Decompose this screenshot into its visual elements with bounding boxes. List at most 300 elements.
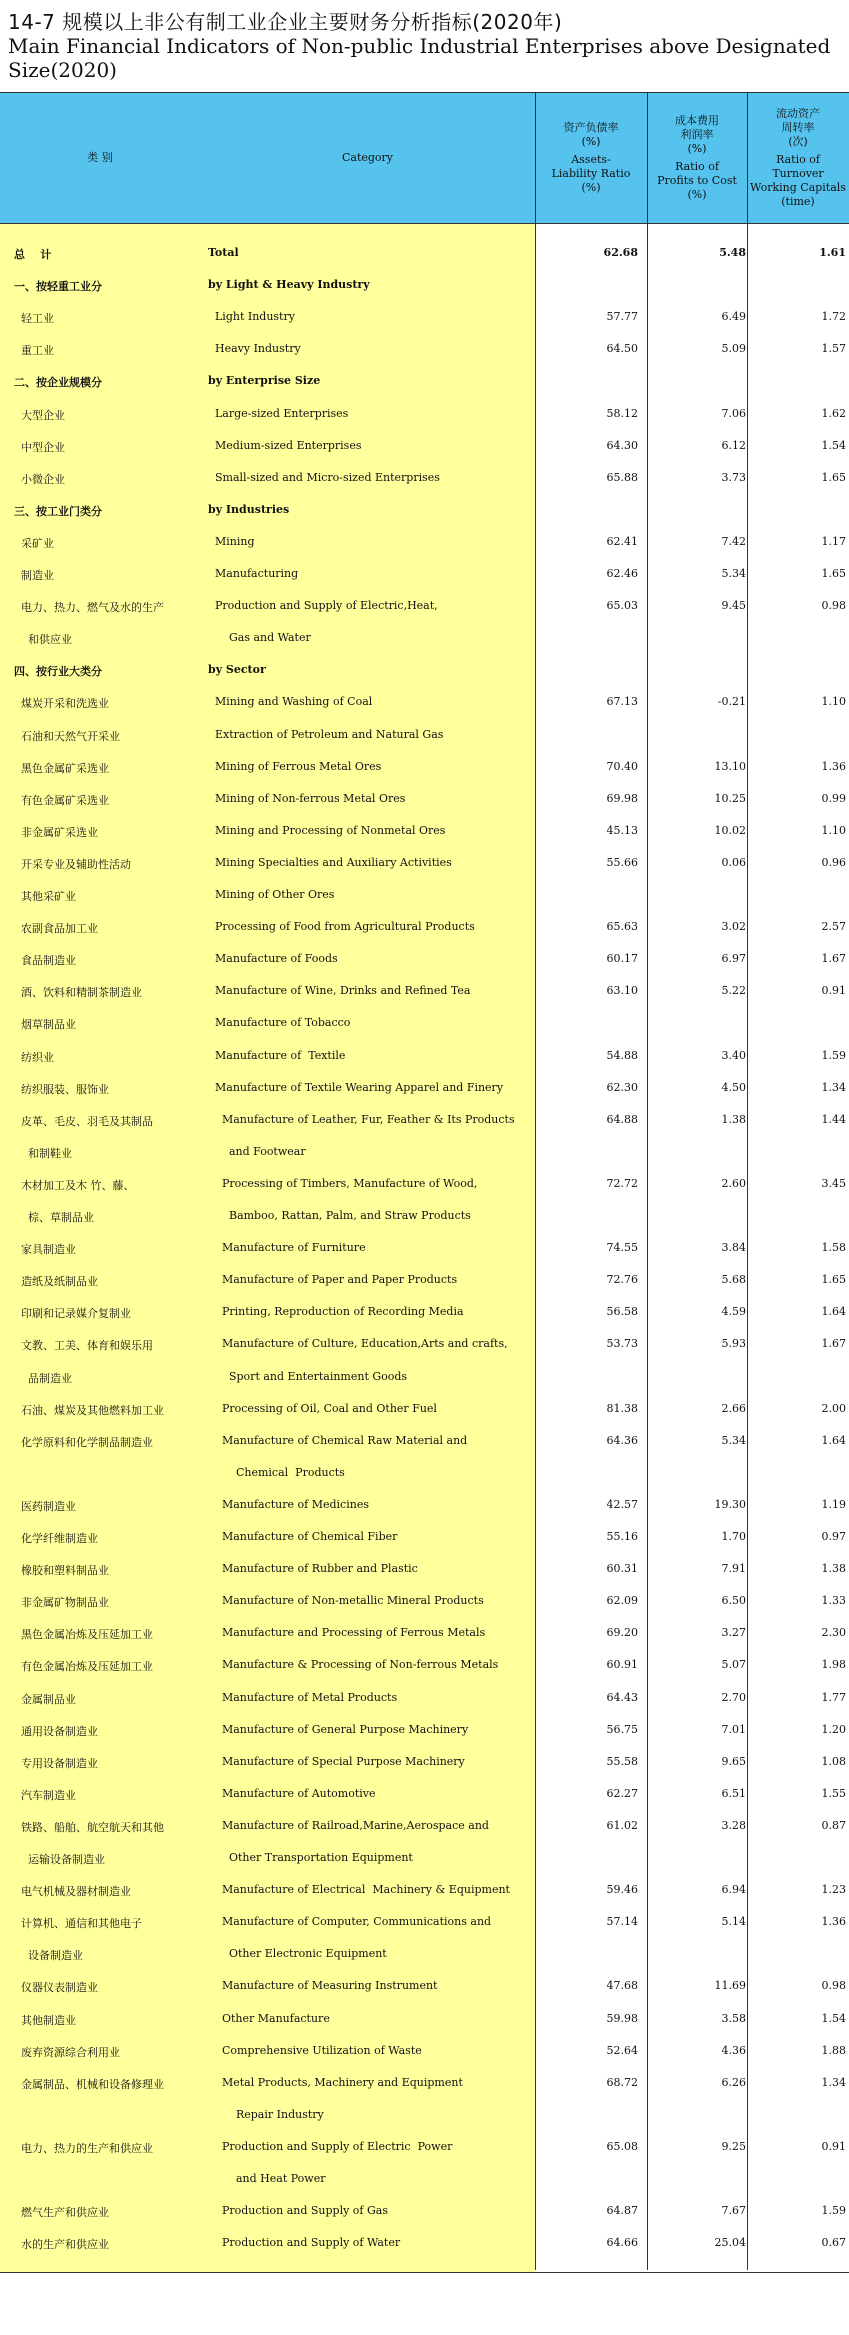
profit-cost-value: 19.30 (714, 1497, 746, 1511)
row-label-en: and Heat Power (208, 2172, 326, 2185)
row-label-zh: 仪器仪表制造业 (14, 1981, 98, 1995)
assets-liability-value: 64.36 (606, 1433, 638, 1447)
table-row (0, 1618, 849, 1650)
profit-cost-value: 25.04 (714, 2236, 746, 2250)
row-label-zh: 一、按轻重工业分 (14, 280, 102, 294)
table-row (0, 302, 849, 334)
row-label-en: Manufacture of Electrical Machinery & Equipment (208, 1883, 510, 1897)
row-label-zh: 燃气生产和供应业 (14, 2206, 109, 2220)
table-title-en: Main Financial Indicators of Non-public Industrial Enterprises above Designated Size(2020) (8, 34, 831, 82)
profit-cost-value: 5.09 (721, 342, 746, 356)
table-title-zh: 14-7 规模以上非公有制工业企业主要财务分析指标(2020年) (8, 10, 563, 34)
assets-liability-value: 55.66 (606, 855, 638, 869)
row-label-zh: 三、按工业门类分 (14, 504, 102, 518)
row-label-zh: 化学原料和化学制品制造业 (14, 1435, 153, 1449)
header-col5-zh: 流动资产 周转率 (次) (776, 107, 820, 148)
row-label-zh: 化学纤维制造业 (14, 1532, 98, 1545)
profit-cost-value: 2.60 (721, 1176, 746, 1190)
row-label-en: Total (208, 246, 239, 259)
profit-cost-value: 6.97 (721, 952, 746, 966)
row-label-zh: 食品制造业 (14, 954, 76, 968)
profit-cost-value: 3.58 (721, 2011, 746, 2025)
turnover-value: 1.34 (821, 1080, 846, 1094)
row-label-en: Manufacture of Chemical Fiber (208, 1530, 398, 1543)
row-label-zh: 皮革、毛皮、羽毛及其制品 (14, 1114, 153, 1128)
header-category-zh: 类 别 (87, 151, 113, 164)
assets-liability-value: 65.88 (606, 470, 638, 484)
financial-indicators-table (0, 92, 849, 2272)
table-row (0, 623, 849, 655)
table-row (0, 1265, 849, 1297)
table-row (0, 2100, 849, 2132)
turnover-value: 1.59 (821, 2204, 846, 2218)
table-row (0, 238, 849, 270)
profit-cost-value: 7.01 (721, 1722, 746, 1736)
header-col3-en: Assets- Liability Ratio (%) (551, 153, 631, 194)
profit-cost-value: 6.51 (721, 1786, 746, 1800)
turnover-value: 1.59 (821, 1048, 846, 1062)
row-label-en: Mining of Non-ferrous Metal Ores (208, 791, 406, 805)
profit-cost-value: -0.21 (717, 695, 746, 709)
profit-cost-value: 3.27 (721, 1626, 746, 1640)
assets-liability-value: 64.66 (606, 2236, 638, 2250)
row-label-zh: 纺织服装、服饰业 (14, 1082, 109, 1096)
table-row (0, 1073, 849, 1105)
assets-liability-value: 62.30 (606, 1080, 638, 1094)
table-row (0, 687, 849, 719)
turnover-value: 1.67 (821, 952, 846, 966)
turnover-value: 1.65 (821, 470, 846, 484)
table-row (0, 1233, 849, 1265)
row-label-zh: 品制造业 (14, 1371, 72, 1385)
row-label-en: Manufacture of Wine, Drinks and Refined Tea (208, 984, 471, 998)
row-label-en: Metal Products, Machinery and Equipment (208, 2075, 463, 2089)
table-row (0, 1554, 849, 1586)
assets-liability-value: 72.76 (606, 1273, 638, 1287)
assets-liability-value: 64.87 (606, 2204, 638, 2218)
table-row (0, 591, 849, 623)
row-label-en: Processing of Oil, Coal and Other Fuel (208, 1401, 437, 1415)
table-row (0, 880, 849, 912)
row-label-en: Production and Supply of Water (208, 2236, 401, 2250)
profit-cost-value: 4.59 (721, 1305, 746, 1319)
assets-liability-value: 59.46 (606, 1883, 638, 1897)
row-label-zh: 非金属矿采选业 (14, 825, 98, 839)
assets-liability-value: 62.68 (603, 246, 638, 259)
turnover-value: 1.34 (821, 2075, 846, 2089)
row-label-en: Medium-sized Enterprises (208, 438, 362, 452)
row-label-en: Chemical Products (208, 1465, 345, 1479)
profit-cost-value: 5.34 (721, 567, 746, 580)
turnover-value: 2.00 (821, 1401, 846, 1415)
table-row (0, 366, 849, 398)
assets-liability-value: 56.75 (606, 1722, 638, 1736)
header-turnover (747, 93, 849, 223)
row-label-zh: 木材加工及木 竹、藤、 (14, 1178, 135, 1192)
turnover-value: 0.99 (821, 791, 846, 805)
table-row (0, 2196, 849, 2228)
table-row (0, 912, 849, 944)
turnover-value: 3.45 (821, 1176, 846, 1190)
header-col3-zh: 资产负债率 (%) (563, 121, 619, 148)
assets-liability-value: 61.02 (606, 1818, 638, 1832)
assets-liability-value: 68.72 (606, 2075, 638, 2089)
table-row (0, 1843, 849, 1875)
turnover-value: 2.30 (821, 1626, 846, 1640)
assets-liability-value: 81.38 (606, 1401, 638, 1415)
assets-liability-value: 55.58 (606, 1754, 638, 1768)
table-row (0, 1169, 849, 1201)
row-label-zh: 造纸及纸制品业 (14, 1275, 98, 1289)
table-row (0, 1394, 849, 1426)
row-label-en: Manufacturing (208, 567, 299, 580)
row-label-en: Manufacture of Culture, Education,Arts and crafts, (208, 1337, 508, 1351)
table-row (0, 1811, 849, 1843)
row-label-en: Repair Industry (208, 2107, 324, 2121)
row-label-zh: 汽车制造业 (14, 1788, 76, 1802)
row-label-en: Manufacture and Processing of Ferrous Metals (208, 1626, 486, 1640)
table-bottom-border (0, 2272, 849, 2273)
table-row (0, 1971, 849, 2003)
profit-cost-value: 10.02 (714, 823, 746, 837)
assets-liability-value: 59.98 (606, 2011, 638, 2025)
turnover-value: 1.23 (821, 1883, 846, 1897)
table-row (0, 1201, 849, 1233)
table-row (0, 527, 849, 559)
assets-liability-value: 74.55 (606, 1241, 638, 1255)
row-label-zh: 和制鞋业 (14, 1146, 72, 1160)
row-label-zh: 四、按行业大类分 (14, 665, 102, 679)
profit-cost-value: 3.40 (721, 1048, 746, 1062)
assets-liability-value: 65.08 (606, 2139, 638, 2153)
turnover-value: 1.64 (821, 1433, 846, 1447)
profit-cost-value: 6.94 (721, 1883, 746, 1897)
turnover-value: 1.67 (821, 1337, 846, 1351)
row-label-zh: 轻工业 (14, 312, 54, 326)
profit-cost-value: 13.10 (714, 759, 746, 773)
row-label-en: Mining of Other Ores (208, 888, 335, 901)
table-row (0, 495, 849, 527)
row-label-zh: 铁路、船舶、航空航天和其他 (14, 1820, 164, 1834)
row-label-en: Processing of Timbers, Manufacture of Wood, (208, 1176, 478, 1190)
row-label-zh: 印刷和记录媒介复制业 (14, 1307, 131, 1321)
profit-cost-value: 6.49 (721, 310, 746, 324)
assets-liability-value: 70.40 (606, 759, 638, 773)
row-label-en: Manufacture of Non-metallic Mineral Products (208, 1594, 484, 1608)
row-label-zh: 黑色金属矿采选业 (14, 761, 109, 775)
row-label-en: Mining (208, 534, 255, 548)
table-row (0, 1041, 849, 1073)
turnover-value: 1.10 (821, 823, 846, 837)
table-header (0, 92, 849, 224)
profit-cost-value: 6.50 (721, 1594, 746, 1608)
assets-liability-value: 58.12 (606, 406, 638, 420)
table-row (0, 1297, 849, 1329)
turnover-value: 1.64 (821, 1305, 846, 1319)
row-label-zh: 重工业 (14, 344, 54, 358)
row-label-en: by Light & Heavy Industry (208, 278, 370, 292)
header-col4-zh: 成本费用 利润率 (%) (675, 114, 719, 155)
profit-cost-value: 10.25 (714, 791, 746, 805)
header-category-en: Category (341, 151, 394, 164)
table-row (0, 334, 849, 366)
assets-liability-value: 42.57 (606, 1497, 638, 1511)
turnover-value: 1.98 (821, 1658, 846, 1672)
table-row (0, 1715, 849, 1747)
assets-liability-value: 69.20 (606, 1626, 638, 1640)
header-profit-cost (647, 93, 747, 223)
row-label-en: Mining and Processing of Nonmetal Ores (208, 823, 446, 837)
table-row (0, 2036, 849, 2068)
row-label-zh: 开采专业及辅助性活动 (14, 857, 131, 871)
row-label-zh: 黑色金属冶炼及压延加工业 (14, 1628, 153, 1642)
table-row (0, 1875, 849, 1907)
assets-liability-value: 62.46 (606, 567, 638, 580)
row-label-zh: 家具制造业 (14, 1243, 76, 1257)
turnover-value: 0.97 (821, 1530, 846, 1543)
row-label-en: Extraction of Petroleum and Natural Gas (208, 727, 444, 741)
assets-liability-value: 62.27 (606, 1786, 638, 1800)
profit-cost-value: 5.14 (721, 1915, 746, 1929)
table-row (0, 1779, 849, 1811)
row-label-en: Other Electronic Equipment (208, 1947, 387, 1961)
row-label-zh: 有色金属矿采选业 (14, 793, 109, 807)
table-row (0, 2004, 849, 2036)
row-label-en: Comprehensive Utilization of Waste (208, 2043, 422, 2057)
row-label-zh: 和供应业 (14, 633, 72, 647)
assets-liability-value: 67.13 (606, 695, 638, 709)
table-body (0, 224, 849, 2272)
row-label-zh: 电力、热力的生产和供应业 (14, 2141, 153, 2155)
profit-cost-value: 5.34 (721, 1433, 746, 1447)
turnover-value: 1.36 (821, 1915, 846, 1929)
row-label-zh: 总 计 (14, 248, 52, 261)
table-row (0, 1490, 849, 1522)
row-label-zh: 通用设备制造业 (14, 1724, 98, 1738)
turnover-value: 1.08 (821, 1754, 846, 1768)
profit-cost-value: 7.06 (721, 406, 746, 420)
table-row (0, 2068, 849, 2100)
assets-liability-value: 65.63 (606, 920, 638, 934)
row-label-en: by Sector (208, 663, 266, 677)
table-row (0, 1939, 849, 1971)
row-label-en: Manufacture of General Purpose Machinery (208, 1722, 469, 1736)
header-col4-en: Ratio of Profits to Cost (%) (657, 160, 737, 201)
table-row (0, 1586, 849, 1618)
assets-liability-value: 63.10 (606, 984, 638, 998)
profit-cost-value: 6.12 (721, 438, 746, 452)
turnover-value: 1.54 (821, 2011, 846, 2025)
row-label-en: Manufacture of Special Purpose Machinery (208, 1754, 465, 1768)
table-row (0, 752, 849, 784)
table-row (0, 1522, 849, 1554)
row-label-en: Other Transportation Equipment (208, 1851, 413, 1864)
row-label-en: Manufacture of Automotive (208, 1786, 376, 1800)
row-label-en: Manufacture of Metal Products (208, 1690, 398, 1704)
row-label-zh: 石油、煤炭及其他燃料加工业 (14, 1403, 164, 1417)
table-row (0, 559, 849, 591)
turnover-value: 1.33 (821, 1594, 846, 1608)
profit-cost-value: 2.70 (721, 1690, 746, 1704)
profit-cost-value: 3.73 (721, 470, 746, 484)
row-label-en: Mining of Ferrous Metal Ores (208, 759, 382, 773)
profit-cost-value: 5.48 (719, 246, 746, 259)
turnover-value: 2.57 (821, 920, 846, 934)
row-label-zh: 有色金属冶炼及压延加工业 (14, 1660, 153, 1674)
profit-cost-value: 11.69 (714, 1979, 746, 1993)
row-label-en: Manufacture of Rubber and Plastic (208, 1562, 418, 1576)
table-row (0, 1426, 849, 1458)
assets-liability-value: 62.41 (606, 534, 638, 548)
row-label-zh: 棕、草制品业 (14, 1211, 94, 1224)
row-label-zh: 非金属矿物制品业 (14, 1596, 109, 1610)
turnover-value: 0.96 (821, 855, 846, 869)
assets-liability-value: 54.88 (606, 1048, 638, 1062)
row-label-zh: 运输设备制造业 (14, 1853, 105, 1866)
row-label-en: Bamboo, Rattan, Palm, and Straw Products (208, 1209, 471, 1222)
profit-cost-value: 2.66 (721, 1401, 746, 1415)
profit-cost-value: 1.38 (721, 1112, 746, 1126)
row-label-zh: 酒、饮料和精制茶制造业 (14, 986, 142, 1000)
assets-liability-value: 57.77 (606, 310, 638, 324)
row-label-en: Small-sized and Micro-sized Enterprises (208, 470, 440, 484)
row-label-en: Manufacture of Chemical Raw Material and (208, 1433, 468, 1447)
assets-liability-value: 60.17 (606, 952, 638, 966)
header-assets-liability (535, 93, 647, 223)
column-divider (747, 92, 748, 2270)
row-label-en: by Industries (208, 502, 290, 516)
assets-liability-value: 53.73 (606, 1337, 638, 1351)
profit-cost-value: 7.67 (721, 2204, 746, 2218)
table-row (0, 784, 849, 816)
profit-cost-value: 5.93 (721, 1337, 746, 1351)
profit-cost-value: 7.42 (721, 534, 746, 548)
row-label-en: and Footwear (208, 1144, 306, 1158)
assets-liability-value: 45.13 (606, 823, 638, 837)
row-label-en: Manufacture of Paper and Paper Products (208, 1273, 458, 1287)
turnover-value: 0.91 (821, 2139, 846, 2153)
turnover-value: 1.61 (819, 246, 846, 259)
turnover-value: 0.98 (821, 599, 846, 613)
row-label-zh: 设备制造业 (14, 1949, 83, 1963)
table-row (0, 270, 849, 302)
table-row (0, 1747, 849, 1779)
profit-cost-value: 4.50 (721, 1080, 746, 1094)
row-label-zh: 石油和天然气开采业 (14, 729, 120, 743)
assets-liability-value: 57.14 (606, 1915, 638, 1929)
row-label-en: Mining Specialties and Auxiliary Activities (208, 855, 452, 869)
profit-cost-value: 5.68 (721, 1273, 746, 1287)
row-label-en: Manufacture & Processing of Non-ferrous Metals (208, 1658, 499, 1672)
turnover-value: 1.19 (821, 1497, 846, 1511)
turnover-value: 1.17 (821, 534, 846, 548)
row-label-zh: 废弃资源综合利用业 (14, 2045, 120, 2059)
table-row (0, 431, 849, 463)
turnover-value: 1.58 (821, 1241, 846, 1255)
row-label-zh: 专用设备制造业 (14, 1756, 98, 1770)
row-label-en: Manufacture of Measuring Instrument (208, 1979, 438, 1993)
row-label-zh: 电力、热力、燃气及水的生产 (14, 601, 164, 615)
assets-liability-value: 69.98 (606, 791, 638, 805)
row-label-zh: 农副食品加工业 (14, 922, 98, 936)
profit-cost-value: 6.26 (721, 2075, 746, 2089)
row-label-zh: 其他采矿业 (14, 890, 76, 903)
assets-liability-value: 64.88 (606, 1112, 638, 1126)
row-label-zh: 文教、工美、体育和娱乐用 (14, 1339, 153, 1353)
turnover-value: 0.67 (821, 2236, 846, 2250)
row-label-en: Manufacture of Textile Wearing Apparel and Finery (208, 1080, 504, 1094)
turnover-value: 1.54 (821, 438, 846, 452)
row-label-zh: 橡胶和塑料制品业 (14, 1564, 109, 1578)
profit-cost-value: 5.22 (721, 984, 746, 998)
table-row (0, 463, 849, 495)
row-label-en: Heavy Industry (208, 342, 301, 356)
profit-cost-value: 3.84 (721, 1241, 746, 1255)
row-label-en: Manufacture of Railroad,Marine,Aerospace and (208, 1818, 489, 1832)
profit-cost-value: 7.91 (721, 1562, 746, 1576)
turnover-value: 1.44 (821, 1112, 846, 1126)
row-label-en: Printing, Reproduction of Recording Media (208, 1305, 464, 1319)
row-label-zh: 医药制造业 (14, 1499, 76, 1513)
assets-liability-value: 64.43 (606, 1690, 638, 1704)
turnover-value: 1.36 (821, 759, 846, 773)
turnover-value: 1.65 (821, 1273, 846, 1287)
table-row (0, 1683, 849, 1715)
profit-cost-value: 3.02 (721, 920, 746, 934)
row-label-en: Processing of Food from Agricultural Products (208, 920, 475, 934)
row-label-en: Other Manufacture (208, 2011, 330, 2025)
row-label-en: Production and Supply of Electric Power (208, 2139, 453, 2153)
turnover-value: 0.91 (821, 984, 846, 998)
assets-liability-value: 55.16 (606, 1530, 638, 1543)
row-label-en: Mining and Washing of Coal (208, 695, 373, 709)
profit-cost-value: 1.70 (721, 1530, 746, 1543)
row-label-zh: 电气机械及器材制造业 (14, 1885, 131, 1899)
header-col5-en: Ratio of Turnover Working Capitals (time) (750, 153, 846, 208)
table-row (0, 1137, 849, 1169)
row-label-en: Manufacture of Foods (208, 952, 338, 966)
profit-cost-value: 9.25 (721, 2139, 746, 2153)
row-label-zh: 纺织业 (14, 1050, 54, 1064)
row-label-zh: 计算机、通信和其他电子 (14, 1917, 142, 1931)
table-row (0, 1008, 849, 1040)
turnover-value: 1.72 (821, 310, 846, 324)
table-row (0, 2228, 849, 2260)
row-label-en: Production and Supply of Gas (208, 2204, 388, 2218)
table-row (0, 1458, 849, 1490)
row-label-zh: 煤炭开采和洗选业 (14, 697, 109, 711)
row-label-en: Manufacture of Computer, Communications and (208, 1915, 492, 1929)
turnover-value: 1.65 (821, 567, 846, 580)
profit-cost-value: 0.06 (721, 855, 746, 869)
table-row (0, 720, 849, 752)
table-row (0, 1329, 849, 1361)
row-label-zh: 金属制品业 (14, 1692, 76, 1706)
row-label-en: Manufacture of Textile (208, 1048, 346, 1062)
column-divider (647, 92, 648, 2270)
row-label-zh: 中型企业 (14, 440, 65, 454)
row-label-en: by Enterprise Size (208, 374, 321, 388)
row-label-en: Light Industry (208, 310, 295, 324)
assets-liability-value: 60.91 (606, 1658, 638, 1672)
turnover-value: 1.55 (821, 1786, 846, 1800)
assets-liability-value: 47.68 (606, 1979, 638, 1993)
table-row (0, 944, 849, 976)
row-label-zh: 烟草制品业 (14, 1018, 76, 1032)
row-label-en: Manufacture of Leather, Fur, Feather & Its Products (208, 1112, 515, 1126)
turnover-value: 1.20 (821, 1722, 846, 1736)
table-row (0, 976, 849, 1008)
